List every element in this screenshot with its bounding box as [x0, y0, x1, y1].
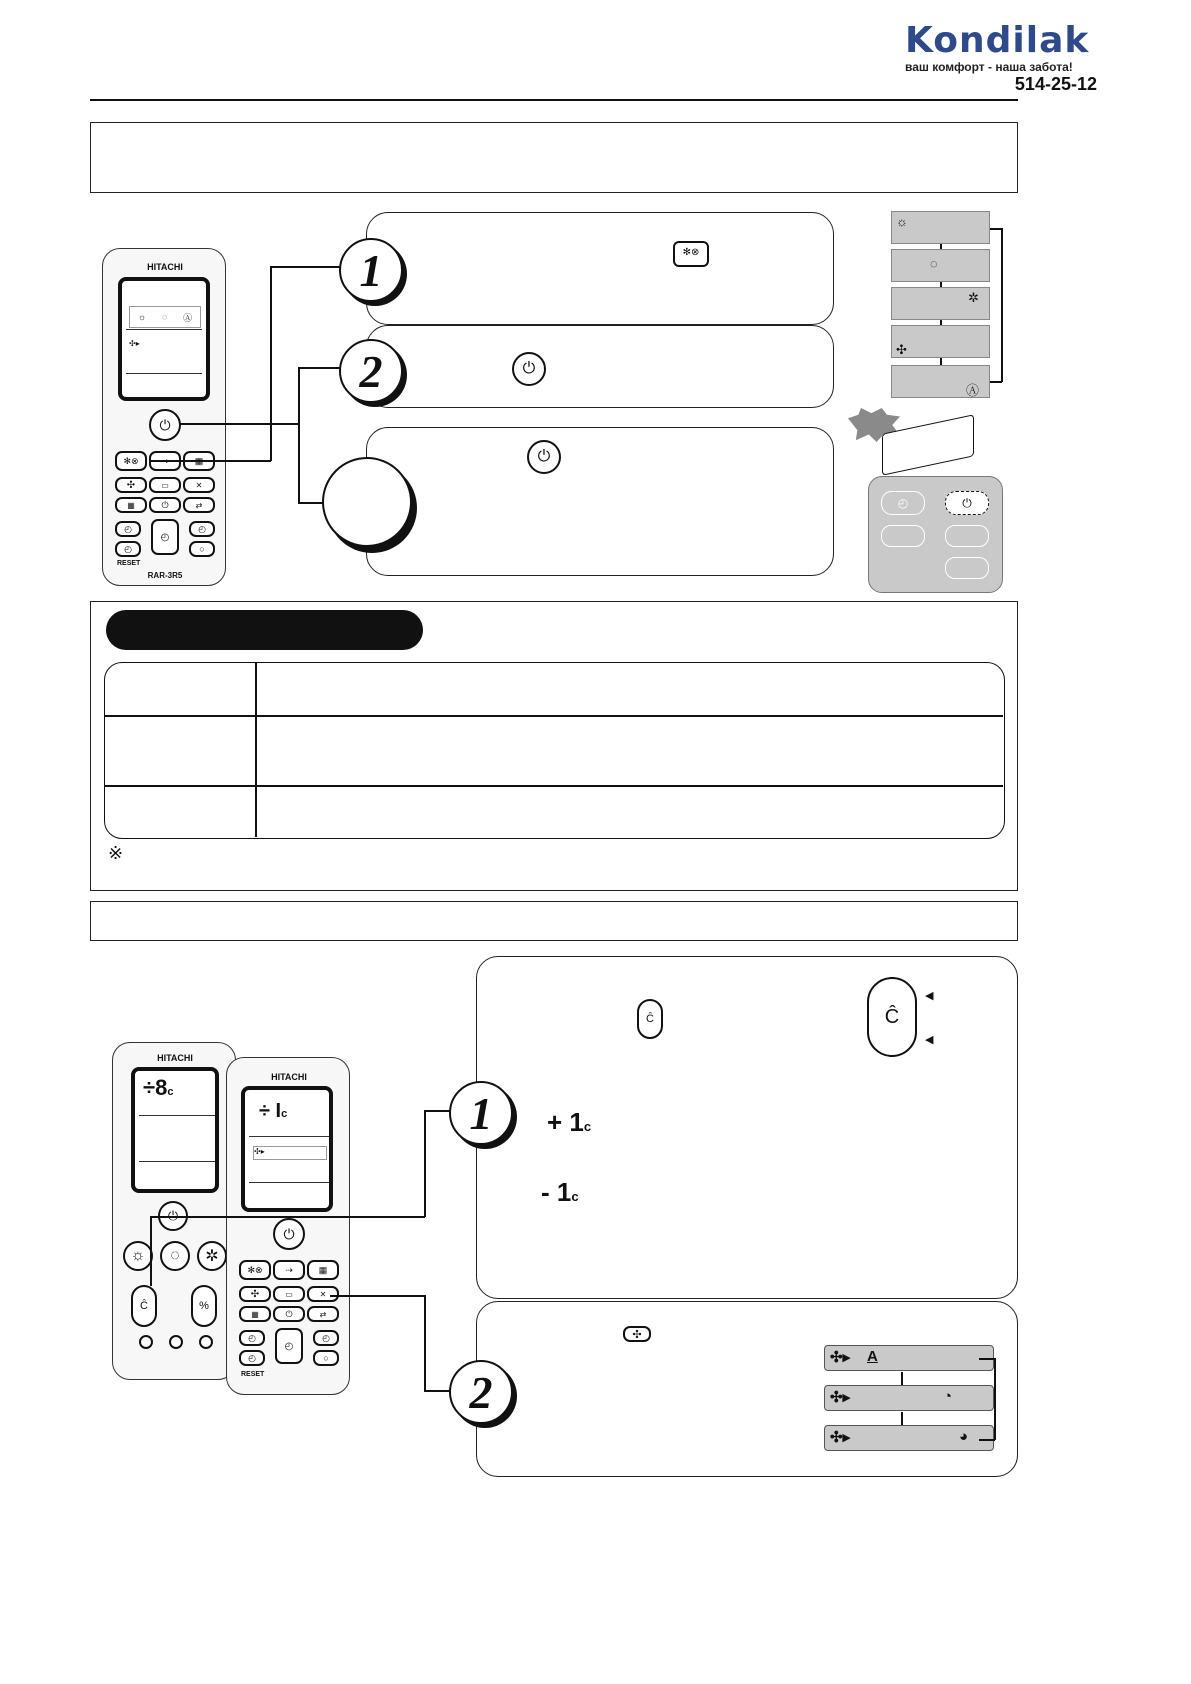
connector-line — [330, 1295, 425, 1297]
cycle-return — [979, 1358, 995, 1360]
timer-indicator: ◴ — [881, 491, 925, 515]
operation-indicator: ⏻ — [945, 491, 989, 515]
humidity-button[interactable]: % — [191, 1285, 217, 1327]
display-mode-row — [129, 306, 201, 328]
cycle-return — [990, 381, 1002, 383]
connector-line — [424, 1390, 452, 1392]
mode-cycle-cool: ✲ — [891, 287, 990, 320]
mode-button-image: ✻⊗ — [673, 241, 709, 267]
temp-updown-icon: Ĉ — [140, 1300, 148, 1312]
sensor-button[interactable]: ⇄ — [307, 1306, 339, 1322]
remote-maker: HITACHI — [157, 1053, 193, 1063]
cycle-arrow — [940, 282, 942, 287]
reset-label: RESET — [117, 560, 141, 567]
sleep-button[interactable]: ◴ — [239, 1350, 265, 1366]
fan-speed-button[interactable] — [115, 477, 147, 493]
cycle-arrow — [940, 244, 942, 249]
fan-step-box — [476, 1301, 1018, 1477]
arrow-up-icon: ◀ — [925, 990, 934, 1002]
timer-on-button[interactable]: ◴ — [115, 521, 141, 537]
temp-step-box — [476, 956, 1018, 1299]
info-section-heading — [106, 610, 423, 650]
table-col-divider — [255, 663, 257, 837]
temp-updown-icon: Ĉ — [884, 1005, 900, 1028]
dry-icon: ◌ — [161, 312, 168, 322]
timer-off-button[interactable]: ◴ — [313, 1330, 339, 1346]
round-button[interactable] — [169, 1335, 183, 1349]
connector-line — [270, 266, 272, 461]
eco-button[interactable]: ▭ — [273, 1286, 305, 1302]
section-title-box-mode — [90, 122, 1018, 193]
cycle-return — [994, 1358, 996, 1440]
connector-line — [424, 1110, 452, 1112]
power-icon: ⏻ — [522, 360, 536, 377]
connector-line — [150, 1216, 425, 1218]
filter-button[interactable]: ▦ — [307, 1260, 339, 1280]
fan-auto-letter: A — [867, 1348, 878, 1365]
display-fan-row: ✣▸ — [253, 1146, 327, 1160]
cancel-button[interactable]: ○ — [189, 541, 215, 557]
mode-cycle-dry: ◌ — [891, 249, 990, 282]
power-button[interactable] — [273, 1218, 305, 1250]
remote-display — [118, 277, 210, 401]
round-button[interactable] — [139, 1335, 153, 1349]
mode-cycle-fan: ✣ — [891, 325, 990, 358]
fan-icon: ✣ — [632, 1328, 642, 1341]
step-number-1: 1 — [339, 238, 403, 302]
cancel-button[interactable]: ○ — [313, 1350, 339, 1366]
fan-cycle-auto: ✣▸ A — [824, 1345, 994, 1371]
power-button-image — [512, 352, 546, 386]
cycle-arrow — [901, 1372, 903, 1385]
clean-button[interactable]: ✕ — [183, 477, 215, 493]
filter-indicator — [881, 525, 925, 547]
power-icon: ⏻ — [283, 1225, 295, 1242]
display-fan-row: ✣▸ — [129, 339, 140, 348]
heat-icon: ☼ — [137, 312, 147, 322]
quiet-button[interactable]: ▦ — [239, 1306, 271, 1322]
connector-line — [150, 1216, 152, 1286]
step-box-1 — [366, 212, 834, 325]
timer-on-button[interactable]: ◴ — [239, 1330, 265, 1346]
display-temp: ÷8c — [143, 1075, 174, 1100]
power-off-small-button[interactable]: ⏻ — [149, 497, 181, 513]
remote-control-front — [226, 1057, 350, 1395]
power-off-small-button[interactable]: ⏻ — [273, 1306, 305, 1322]
temp-unit: c — [571, 1189, 579, 1204]
fan-cycle-high: ✣▸ ◕ — [824, 1425, 994, 1451]
display-divider — [139, 1115, 215, 1116]
clean-indicator — [945, 525, 989, 547]
display-divider — [249, 1136, 329, 1137]
remote-maker: HITACHI — [271, 1072, 307, 1082]
display-divider — [126, 329, 202, 330]
round-button[interactable] — [199, 1335, 213, 1349]
brand-logo — [905, 22, 1105, 94]
temp-minus-text: - 1 — [541, 1177, 572, 1207]
timer-select-button[interactable]: ◴ — [151, 519, 179, 555]
step-number-2: 2 — [449, 1360, 513, 1424]
mode-cycle-heat: ☼ — [891, 211, 990, 244]
table-row-divider — [105, 715, 1003, 717]
clean-button[interactable]: ✕ — [307, 1286, 339, 1302]
connector-line — [298, 367, 300, 502]
display-divider — [126, 373, 202, 374]
temp-updown-icon: Ĉ — [646, 1013, 654, 1025]
auto-icon: Ⓐ — [183, 312, 193, 323]
power-icon: ⏻ — [537, 448, 551, 465]
power-button[interactable] — [149, 409, 181, 441]
heat-button[interactable]: ☼ — [123, 1241, 153, 1271]
connector-line — [424, 1295, 426, 1391]
header-rule — [90, 99, 1018, 101]
note-mark: ※ — [108, 843, 124, 863]
power-button-image — [527, 440, 561, 474]
connector-line — [150, 460, 271, 462]
remote-display — [131, 1067, 219, 1193]
table-row-divider — [105, 785, 1003, 787]
connector-line — [270, 266, 346, 268]
step-number-1: 1 — [449, 1081, 513, 1145]
cycle-arrow — [940, 320, 942, 325]
eco-button[interactable]: ▭ — [149, 477, 181, 493]
fan-cycle-low: ✣▸ ◔ — [824, 1385, 994, 1411]
connector-line — [180, 423, 298, 425]
sleep-button[interactable]: ◴ — [115, 541, 141, 557]
sensor-indicator — [945, 557, 989, 579]
brand-phone: 514-25-12 — [1014, 74, 1097, 94]
brand-name: Kondilak — [905, 20, 1090, 61]
fan-button-image — [623, 1326, 651, 1342]
stop-circle — [322, 457, 412, 547]
temp-plus-text: + 1 — [547, 1107, 584, 1137]
temp-plus-display — [547, 1107, 591, 1138]
connector-line — [424, 1110, 426, 1217]
indoor-unit-panel — [868, 476, 1003, 593]
auto-icon: Ⓐ — [966, 383, 980, 398]
cycle-arrow — [940, 358, 942, 365]
stop-box — [366, 427, 834, 576]
step-box-2 — [366, 325, 834, 408]
cycle-return — [979, 1439, 995, 1441]
remote-model: RAR-3R5 — [147, 571, 183, 580]
reset-label: RESET — [241, 1371, 265, 1378]
remote-control-open — [112, 1042, 236, 1380]
fan-icon: ✣ — [250, 1288, 260, 1300]
quiet-button[interactable]: ▦ — [115, 497, 147, 513]
step-number-2: 2 — [339, 339, 403, 403]
sensor-button[interactable]: ⇄ — [183, 497, 215, 513]
display-divider — [139, 1161, 215, 1162]
indoor-unit — [882, 414, 974, 476]
dry-button[interactable]: ◌ — [160, 1241, 190, 1271]
section-title-box-temperature — [90, 901, 1018, 941]
power-icon: ⏻ — [159, 416, 171, 433]
timer-select-button[interactable]: ◴ — [275, 1328, 303, 1364]
temp-minus-display — [541, 1177, 579, 1208]
display-divider — [249, 1182, 329, 1183]
mode-icon: ✻⊗ — [123, 455, 139, 466]
temp-updown-button-large — [867, 977, 917, 1057]
brand-slogan: ваш комфорт - наша забота! — [905, 60, 1073, 74]
temp-updown-button[interactable] — [131, 1285, 157, 1327]
cycle-return — [1001, 228, 1003, 382]
cool-button[interactable]: ✲ — [197, 1241, 227, 1271]
cycle-arrow — [901, 1412, 903, 1425]
mode-button[interactable]: ✻⊗ — [239, 1260, 271, 1280]
temp-updown-button-image — [637, 999, 663, 1039]
temp-unit: c — [583, 1119, 592, 1134]
fan-icon: ✣ — [126, 479, 136, 491]
mode-cycle-auto — [891, 365, 990, 398]
timer-off-button[interactable]: ◴ — [189, 521, 215, 537]
fan-speed-button[interactable] — [239, 1286, 271, 1302]
remote-display — [241, 1086, 333, 1212]
info-table — [104, 662, 1005, 839]
remote-control — [102, 248, 226, 586]
remote-maker: HITACHI — [147, 262, 183, 272]
swing-button[interactable]: ⇢ — [273, 1260, 305, 1280]
mode-button[interactable] — [115, 451, 147, 471]
arrow-down-icon: ◀ — [925, 1034, 934, 1046]
display-temp: ÷ Ic — [259, 1100, 288, 1122]
